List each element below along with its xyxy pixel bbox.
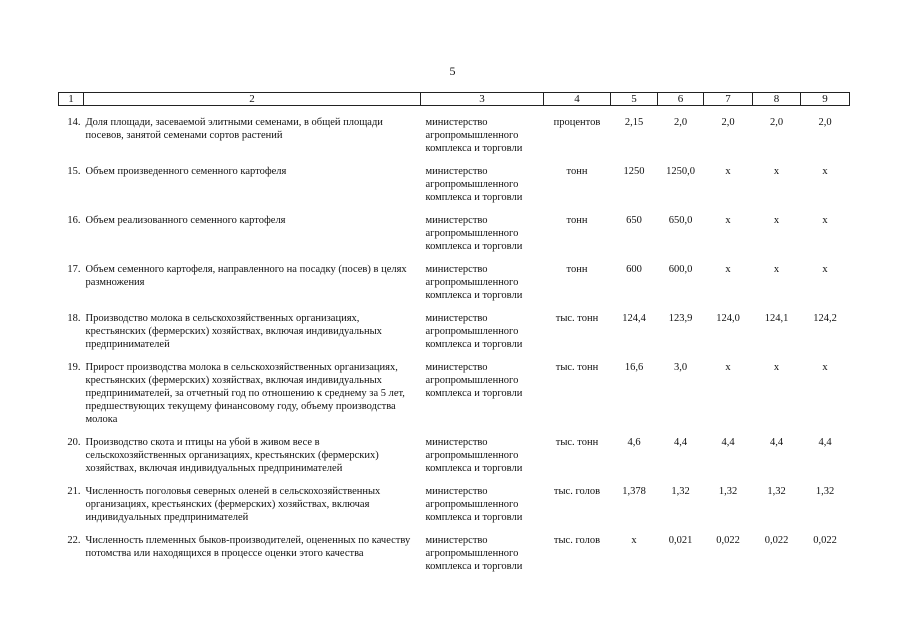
value-col-6: 2,0 — [673, 117, 688, 128]
value-col-9: x — [822, 215, 828, 226]
value-col-8: x — [773, 362, 780, 373]
value-col-9: x — [822, 166, 828, 177]
value-col-7: 1,32 — [718, 486, 738, 497]
indicator-name: Прирост производства молока в сельскохозяйственных организациях, крестьянских (фермерских) хозяйствах, включая индивидуальных предпринимателей, за отчетный год по отношению к среднему за 5 лет, предшествующих текущему финансовому году, объему производства молока — [85, 362, 405, 425]
value-col-9: x — [822, 264, 828, 275]
table-row — [59, 253, 850, 302]
value-col-8: x — [773, 166, 780, 177]
value-col-9: 4,4 — [818, 437, 832, 448]
indicator-name: Производство скота и птицы на убой в живом весе в сельскохозяйственных организациях, крестьянских (фермерских) хозяйствах, включая индивидуальных предпринимателей — [85, 437, 379, 474]
value-col-6: 0,021 — [668, 535, 693, 546]
header-cell: 7 — [704, 93, 753, 106]
indicator-name: Доля площади, засеваемой элитными семенами, в общей площади посевов, занятой семенами сортов растений — [85, 117, 383, 141]
value-col-7: x — [725, 362, 731, 373]
table-row — [59, 302, 850, 351]
value-col-6: 123,9 — [668, 313, 693, 324]
responsible-department: министерство агропромышленного комплекса и торговли — [425, 437, 523, 474]
unit-of-measure: тыс. голов — [553, 486, 601, 497]
value-col-8: 0,022 — [764, 535, 789, 546]
value-col-9: 124,2 — [813, 313, 837, 324]
row-number: 22. — [67, 535, 81, 546]
value-col-5: 16,6 — [624, 362, 644, 373]
unit-of-measure: тонн — [566, 264, 588, 275]
responsible-department: министерство агропромышленного комплекса и торговли — [425, 362, 523, 399]
header-cell: 8 — [753, 93, 801, 106]
responsible-department: министерство агропромышленного комплекса и торговли — [425, 215, 523, 252]
value-col-8: 2,0 — [769, 117, 784, 128]
value-col-7: x — [725, 215, 731, 226]
value-col-6: 1250,0 — [666, 166, 695, 177]
value-col-6: 650,0 — [668, 215, 693, 226]
indicators-table — [58, 92, 850, 573]
value-col-6: 1,32 — [671, 486, 690, 497]
table-row — [59, 475, 850, 524]
header-cell: 2 — [84, 93, 421, 106]
row-number: 18. — [67, 313, 81, 324]
page-number: 5 — [449, 64, 456, 78]
value-col-8: 124,1 — [764, 313, 789, 324]
value-col-5: 124,4 — [622, 313, 646, 324]
value-col-7: x — [725, 166, 731, 177]
value-col-5: 650 — [626, 215, 642, 226]
value-col-7: 2,0 — [721, 117, 735, 128]
table-row — [59, 351, 850, 426]
value-col-6: 4,4 — [673, 437, 688, 448]
unit-of-measure: тыс. тонн — [555, 437, 599, 448]
value-col-8: 1,32 — [767, 486, 786, 497]
row-number: 14. — [67, 117, 81, 128]
value-col-5: 2,15 — [624, 117, 644, 128]
indicator-name: Объем семенного картофеля, направленного на посадку (посев) в целях размножения — [85, 264, 407, 288]
responsible-department: министерство агропромышленного комплекса и торговли — [425, 486, 523, 523]
header-cell: 4 — [544, 93, 611, 106]
table-row — [59, 155, 850, 204]
value-col-7: 124,0 — [716, 313, 740, 324]
value-col-8: x — [773, 215, 780, 226]
row-number: 21. — [67, 486, 81, 497]
value-col-5: x — [631, 535, 637, 546]
row-number: 17. — [67, 264, 81, 275]
indicator-name: Численность племенных быков-производителей, оцененных по качеству потомства или находящихся в процессе оценки этого качества — [85, 535, 411, 559]
value-col-5: 1,378 — [622, 486, 646, 497]
unit-of-measure: тыс. тонн — [555, 362, 599, 373]
unit-of-measure: тонн — [566, 215, 588, 226]
value-col-5: 600 — [626, 264, 642, 275]
header-cell: 1 — [59, 93, 84, 106]
responsible-department: министерство агропромышленного комплекса и торговли — [425, 117, 523, 154]
indicator-name: Численность поголовья северных оленей в сельскохозяйственных организациях, крестьянских (фермерских) хозяйствах, включая индивидуальных предпринимателей — [85, 486, 381, 523]
value-col-9: 2,0 — [818, 117, 832, 128]
value-col-7: 0,022 — [716, 535, 740, 546]
row-number: 15. — [67, 166, 81, 177]
value-col-5: 1250 — [623, 166, 645, 177]
indicator-name: Объем произведенного семенного картофеля — [85, 166, 287, 177]
table-body — [59, 106, 850, 574]
row-number: 19. — [67, 362, 81, 373]
value-col-8: 4,4 — [769, 437, 784, 448]
unit-of-measure: тыс. тонн — [555, 313, 599, 324]
value-col-9: 1,32 — [815, 486, 835, 497]
table-row — [59, 524, 850, 573]
indicator-name: Производство молока в сельскохозяйственных организациях, крестьянских (фермерских) хозяйствах, включая индивидуальных предпринимателей — [85, 313, 382, 350]
value-col-9: x — [822, 362, 828, 373]
row-number: 16. — [67, 215, 81, 226]
value-col-6: 3,0 — [673, 362, 688, 373]
value-col-6: 600,0 — [668, 264, 693, 275]
responsible-department: министерство агропромышленного комплекса и торговли — [425, 264, 523, 301]
responsible-department: министерство агропромышленного комплекса и торговли — [425, 313, 523, 350]
table-row — [59, 426, 850, 475]
responsible-department: министерство агропромышленного комплекса и торговли — [425, 166, 523, 203]
indicator-name: Объем реализованного семенного картофеля — [85, 215, 286, 226]
unit-of-measure: тонн — [566, 166, 588, 177]
value-col-5: 4,6 — [627, 437, 641, 448]
row-number: 20. — [67, 437, 81, 448]
value-col-7: 4,4 — [721, 437, 735, 448]
unit-of-measure: процентов — [553, 117, 601, 128]
column-number-header — [59, 93, 850, 106]
table-row — [59, 106, 850, 156]
table-row — [59, 204, 850, 253]
header-cell: 5 — [611, 93, 658, 106]
unit-of-measure: тыс. голов — [553, 535, 601, 546]
header-cell: 6 — [658, 93, 704, 106]
value-col-9: 0,022 — [813, 535, 837, 546]
value-col-7: x — [725, 264, 731, 275]
header-cell: 3 — [421, 93, 544, 106]
value-col-8: x — [773, 264, 780, 275]
header-cell: 9 — [801, 93, 850, 106]
responsible-department: министерство агропромышленного комплекса и торговли — [425, 535, 523, 572]
